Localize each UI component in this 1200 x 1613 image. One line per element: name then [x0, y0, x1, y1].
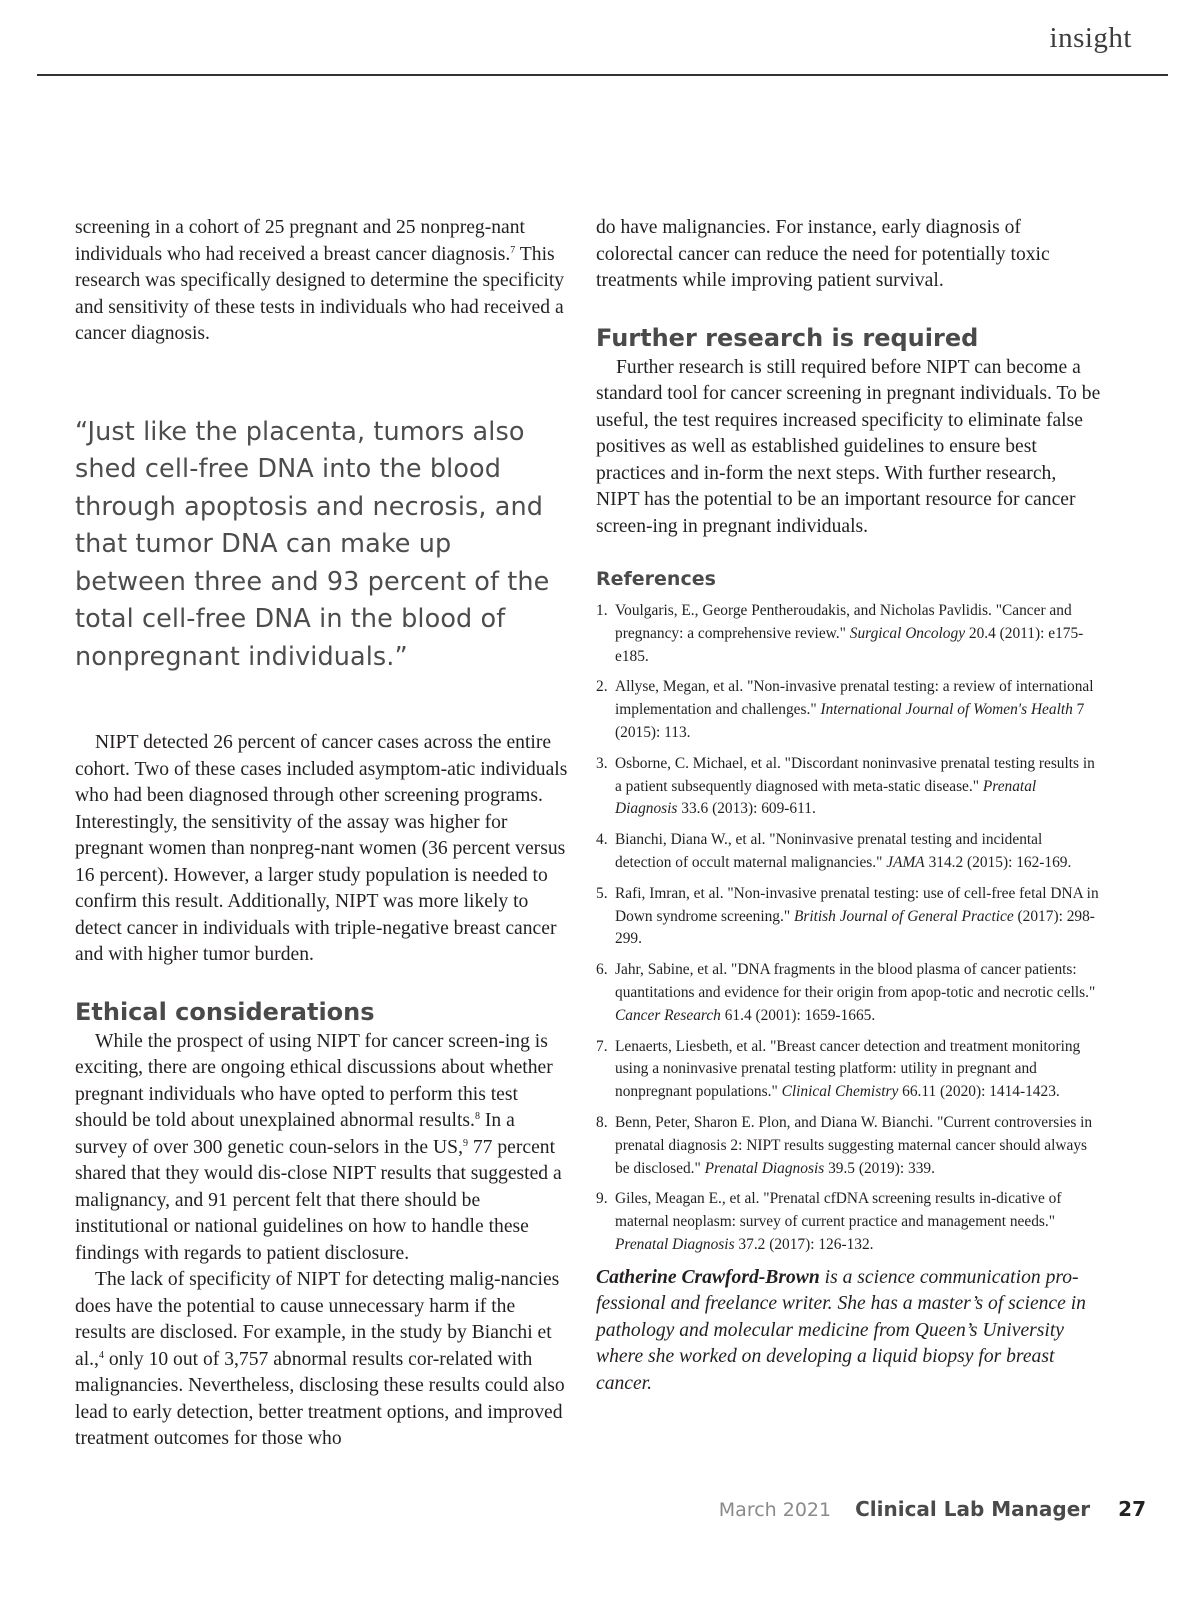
author-bio: Catherine Crawford-Brown is a science communication pro-fessional and freelance writer. She has a master’s of science in pathology and molecular medicine from Queen’s University where she worked on developing a liquid biopsy for breast cancer.: [596, 1266, 1086, 1394]
magazine-name: Clinical Lab Manager: [855, 1497, 1091, 1521]
ethics-paragraph: While the prospect of using NIPT for cancer screen-ing is exciting, there are ongoing ethical discussions about whether pregnant individuals who have opted to perform this test should be told about unexplained abnormal results.$^8$ In a survey of over 300 genetic coun-selors in the US,$^9$ 77 percent shared that they would dis-close NIPT results that suggested a malignancy, and 91 percent felt that there should be institutional or national guidelines on how to handle these findings with regards to patient disclosure.: [75, 1030, 562, 1264]
continued-paragraph: do have malignancies. For instance, early diagnosis of colorectal cancer can reduce the need for potentially toxic treatments while improving patient survival.: [596, 217, 1050, 291]
ethics-heading: Ethical considerations: [75, 997, 375, 1026]
further-research-heading: Further research is required: [596, 323, 979, 352]
footnote-8: 8: [474, 1111, 480, 1122]
section-label: insight: [1049, 22, 1132, 54]
intro-paragraph: screening in a cohort of 25 pregnant and 25 nonpreg-nant individuals who had received a breast cancer diagnosis.$^7$ This research was specifically designed to determine the specificity and sensitivity of these tests in individuals who had received a cancer diagnosis.: [75, 217, 565, 344]
reference-item: 7. Lenaerts, Liesbeth, et al. "Breast cancer detection and treatment monitoring using a noninvasive prenatal testing platform: utility in pregnant and nonpregnant populations." Clinical Chemistry 66.11 (2020): 1414-1423.: [596, 1037, 1081, 1101]
further-research-paragraph: Further research is still required before NIPT can become a standard tool for cancer screening in pregnant individuals. To be useful, the test requires increased specificity to eliminate false positives as well as established guidelines to ensure best practices and in-form the next steps. With further research, NIPT has the potential to be an important resource for cancer screen-ing in pregnant individuals.: [596, 356, 1101, 537]
reference-item: 2. Allyse, Megan, et al. "Non-invasive prenatal testing: a review of international implementation and challenges." International Journal of Women's Health 7 (2015): 113.: [596, 678, 1094, 741]
reference-item: 6. Jahr, Sabine, et al. "DNA fragments in the blood plasma of cancer patients: quantitations and evidence for their origin from apop-totic and necrotic cells." Cancer Research 61.4 (2001): 1659-1665.: [596, 961, 1096, 1024]
footnote-7: 7: [510, 244, 516, 256]
pull-quote: “Just like the placenta, tumors also shed cell-free DNA into the blood through apoptosis and necrosis, and that tumor DNA can make up between three and 93 percent of the total cell-free DNA in the blood of nonpregnant individuals.”: [75, 416, 550, 672]
reference-item: 5. Rafi, Imran, et al. "Non-invasive prenatal testing: use of cell-free fetal DNA in Down syndrome screening." British Journal of General Practice (2017): 298-299.: [596, 884, 1099, 948]
reference-item: 3. Osborne, C. Michael, et al. "Discordant noninvasive prenatal testing results in a patient subsequently diagnosed with meta-static disease." Prenatal Diagnosis 33.6 (2013): 609-611.: [596, 754, 1095, 818]
reference-item: 8. Benn, Peter, Sharon E. Plon, and Diana W. Bianchi. "Current controversies in prenatal diagnosis 2: NIPT results suggesting maternal cancer should always be disclosed." Prenatal Diagnosis 39.5 (2019): 339.: [596, 1113, 1093, 1177]
page-footer: [719, 1497, 1146, 1521]
footnote-9: 9: [462, 1137, 468, 1149]
references-heading: References: [596, 568, 716, 590]
footnote-4: 4: [98, 1349, 104, 1361]
reference-item: 4. Bianchi, Diana W., et al. "Noninvasive prenatal testing and incidental detection of occult maternal malignancies." JAMA 314.2 (2015): 162-169.: [596, 831, 1072, 871]
reference-item: 9. Giles, Meagan E., et al. "Prenatal cfDNA screening results in-dicative of maternal neoplasm: survey of current practice and management needs." Prenatal Diagnosis 37.2 (2017): 126-132.: [596, 1190, 1062, 1253]
reference-item: 1. Voulgaris, E., George Pentheroudakis, and Nicholas Pavlidis. "Cancer and pregnancy: a comprehensive review." Surgical Oncology 20.4 (2011): e175-e185.: [596, 602, 1084, 665]
nipt-paragraph: NIPT detected 26 percent of cancer cases across the entire cohort. Two of these cases included asymptom-atic individuals who had been diagnosed through other screening programs. Interestingly, the sensitivity of the assay was higher for pregnant women than nonpreg-nant women (36 percent versus 16 percent). However, a larger study population is needed to confirm this result. Additionally, NIPT was more likely to detect cancer in individuals with triple-negative breast cancer and with higher tumor burden.: [75, 732, 568, 965]
page-number: 27: [1118, 1497, 1146, 1521]
header-divider: [37, 74, 1168, 76]
author-name: Catherine Crawford-Brown: [596, 1266, 820, 1288]
references-list: [596, 600, 1101, 1257]
issue-date: March 2021: [718, 1499, 832, 1521]
right-column: [596, 215, 1101, 1397]
left-column: [75, 215, 568, 1453]
specificity-paragraph: The lack of specificity of NIPT for detecting malig-nancies does have the potential to cause unnecessary harm if the results are disclosed. For example, in the study by Bianchi et al.,$^4$ only 10 out of 3,757 abnormal results cor-related with malignancies. Nevertheless, disclosing these results could also lead to early detection, better treatment options, and improved treatment outcomes for those who: [75, 1269, 565, 1449]
